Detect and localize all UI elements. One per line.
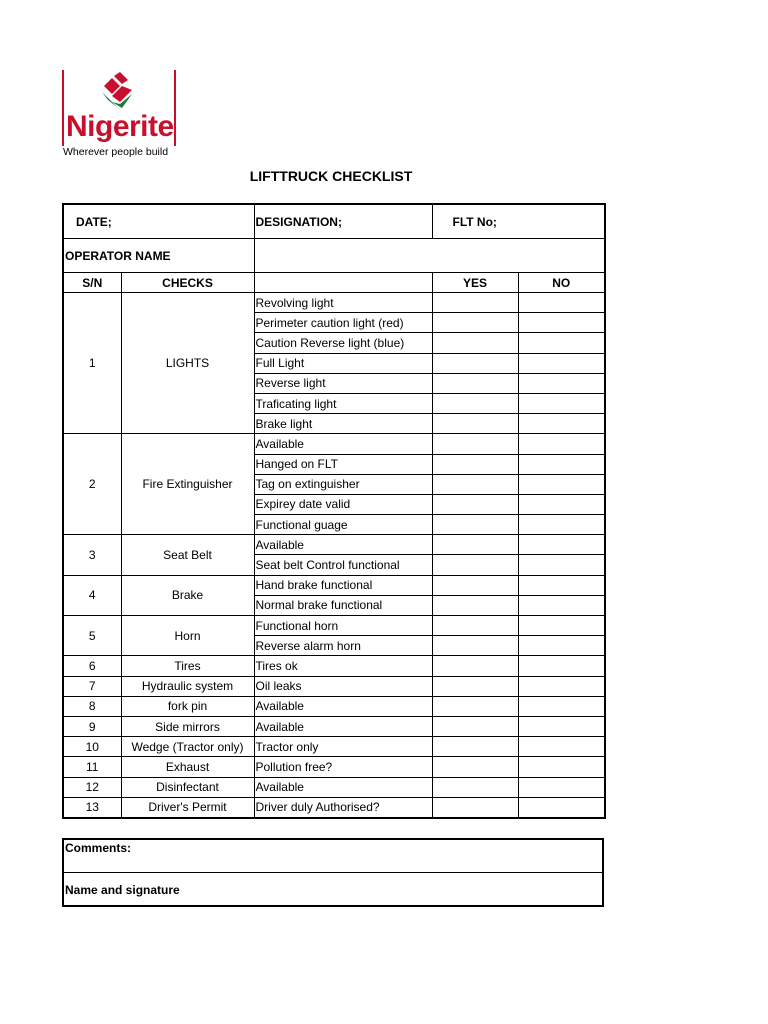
yes-cell[interactable] — [432, 616, 518, 636]
yes-cell[interactable] — [432, 373, 518, 393]
row-serial-number: 1 — [63, 293, 121, 434]
row-check-item: Hanged on FLT — [254, 454, 432, 474]
yes-cell[interactable] — [432, 575, 518, 595]
row-check-category: Brake — [121, 575, 254, 615]
row-check-item: Traficating light — [254, 393, 432, 413]
yes-cell[interactable] — [432, 414, 518, 434]
yes-cell[interactable] — [432, 494, 518, 514]
row-check-item: Perimeter caution light (red) — [254, 313, 432, 333]
yes-cell[interactable] — [432, 757, 518, 777]
logo-mark-icon — [98, 72, 138, 112]
yes-cell[interactable] — [432, 434, 518, 454]
checklist-row — [63, 616, 605, 636]
yes-cell[interactable] — [432, 515, 518, 535]
row-check-item: Driver duly Authorised? — [254, 797, 432, 818]
row-serial-number: 7 — [63, 676, 121, 696]
column-header-sn: S/N — [63, 273, 121, 293]
no-cell[interactable] — [518, 737, 605, 757]
row-check-category: Hydraulic system — [121, 676, 254, 696]
designation-field[interactable]: DESIGNATION; — [254, 204, 432, 239]
row-check-item: Expirey date valid — [254, 494, 432, 514]
row-serial-number: 9 — [63, 716, 121, 736]
row-serial-number: 8 — [63, 696, 121, 716]
row-check-item: Reverse light — [254, 373, 432, 393]
no-cell[interactable] — [518, 393, 605, 413]
checklist-row — [63, 777, 605, 797]
no-cell[interactable] — [518, 434, 605, 454]
logo-right-rule — [174, 70, 176, 146]
row-check-item: Caution Reverse light (blue) — [254, 333, 432, 353]
row-check-item: Hand brake functional — [254, 575, 432, 595]
row-check-category: Exhaust — [121, 757, 254, 777]
checklist-row — [63, 676, 605, 696]
row-check-item: Full Light — [254, 353, 432, 373]
document-title: LIFTTRUCK CHECKLIST — [249, 168, 413, 184]
no-cell[interactable] — [518, 515, 605, 535]
row-serial-number: 5 — [63, 616, 121, 656]
yes-cell[interactable] — [432, 535, 518, 555]
no-cell[interactable] — [518, 414, 605, 434]
column-header-item — [254, 273, 432, 293]
checklist-row — [63, 535, 605, 555]
row-check-item: Tractor only — [254, 737, 432, 757]
row-serial-number: 4 — [63, 575, 121, 615]
row-check-item: Normal brake functional — [254, 595, 432, 615]
no-cell[interactable] — [518, 757, 605, 777]
yes-cell[interactable] — [432, 595, 518, 615]
comments-table — [62, 838, 604, 907]
checklist-table — [62, 203, 606, 819]
no-cell[interactable] — [518, 696, 605, 716]
row-check-category: LIGHTS — [121, 293, 254, 434]
row-check-item: Available — [254, 535, 432, 555]
row-serial-number: 10 — [63, 737, 121, 757]
no-cell[interactable] — [518, 797, 605, 818]
yes-cell[interactable] — [432, 293, 518, 313]
no-cell[interactable] — [518, 535, 605, 555]
name-signature-field[interactable]: Name and signature — [63, 873, 603, 907]
yes-cell[interactable] — [432, 555, 518, 575]
row-check-item: Tag on extinguisher — [254, 474, 432, 494]
yes-cell[interactable] — [432, 797, 518, 818]
column-header-checks: CHECKS — [121, 273, 254, 293]
no-cell[interactable] — [518, 676, 605, 696]
no-cell[interactable] — [518, 636, 605, 656]
row-check-item: Reverse alarm horn — [254, 636, 432, 656]
row-check-category: Driver's Permit — [121, 797, 254, 818]
company-logo — [62, 70, 180, 158]
row-check-category: Wedge (Tractor only) — [121, 737, 254, 757]
no-cell[interactable] — [518, 373, 605, 393]
yes-cell[interactable] — [432, 333, 518, 353]
row-check-category: Disinfectant — [121, 777, 254, 797]
checklist-row — [63, 757, 605, 777]
row-serial-number: 3 — [63, 535, 121, 575]
column-header-yes: YES — [432, 273, 518, 293]
no-cell[interactable] — [518, 716, 605, 736]
yes-cell[interactable] — [432, 696, 518, 716]
no-cell[interactable] — [518, 454, 605, 474]
comments-field[interactable]: Comments: — [63, 839, 603, 873]
no-cell[interactable] — [518, 494, 605, 514]
checklist-row — [63, 737, 605, 757]
yes-cell[interactable] — [432, 393, 518, 413]
checklist-row — [63, 656, 605, 676]
checklist-row — [63, 797, 605, 818]
checklist-row — [63, 434, 605, 454]
yes-cell[interactable] — [432, 353, 518, 373]
row-check-item: Pollution free? — [254, 757, 432, 777]
date-field[interactable]: DATE; — [63, 204, 254, 239]
row-check-item: Oil leaks — [254, 676, 432, 696]
no-cell[interactable] — [518, 616, 605, 636]
row-serial-number: 6 — [63, 656, 121, 676]
yes-cell[interactable] — [432, 676, 518, 696]
no-cell[interactable] — [518, 555, 605, 575]
row-serial-number: 2 — [63, 434, 121, 535]
row-check-item: Functional guage — [254, 515, 432, 535]
row-check-category: Fire Extinguisher — [121, 434, 254, 535]
no-cell[interactable] — [518, 474, 605, 494]
yes-cell[interactable] — [432, 737, 518, 757]
no-cell[interactable] — [518, 333, 605, 353]
checklist-row — [63, 293, 605, 313]
row-serial-number: 12 — [63, 777, 121, 797]
row-serial-number: 13 — [63, 797, 121, 818]
no-cell[interactable] — [518, 575, 605, 595]
row-check-category: Seat Belt — [121, 535, 254, 575]
no-cell[interactable] — [518, 293, 605, 313]
no-cell[interactable] — [518, 353, 605, 373]
row-check-item: Available — [254, 696, 432, 716]
operator-name-field[interactable] — [254, 239, 605, 273]
row-check-item: Available — [254, 434, 432, 454]
checklist-row — [63, 575, 605, 595]
checklist-row — [63, 716, 605, 736]
no-cell[interactable] — [518, 656, 605, 676]
row-check-item: Seat belt Control functional — [254, 555, 432, 575]
no-cell[interactable] — [518, 313, 605, 333]
row-check-category: Horn — [121, 616, 254, 656]
yes-cell[interactable] — [432, 454, 518, 474]
row-check-item: Brake light — [254, 414, 432, 434]
column-header-no: NO — [518, 273, 605, 293]
row-check-category: Tires — [121, 656, 254, 676]
logo-brand-text: Nigerite — [66, 110, 174, 143]
no-cell[interactable] — [518, 777, 605, 797]
checklist-row — [63, 696, 605, 716]
yes-cell[interactable] — [432, 716, 518, 736]
row-check-item: Available — [254, 777, 432, 797]
yes-cell[interactable] — [432, 474, 518, 494]
yes-cell[interactable] — [432, 313, 518, 333]
operator-name-label: OPERATOR NAME — [63, 239, 254, 273]
row-serial-number: 11 — [63, 757, 121, 777]
row-check-item: Tires ok — [254, 656, 432, 676]
yes-cell[interactable] — [432, 656, 518, 676]
row-check-category: fork pin — [121, 696, 254, 716]
row-check-item: Functional horn — [254, 616, 432, 636]
no-cell[interactable] — [518, 595, 605, 615]
logo-tagline: Wherever people build — [63, 146, 169, 158]
flt-number-field[interactable]: FLT No; — [432, 204, 605, 239]
yes-cell[interactable] — [432, 636, 518, 656]
yes-cell[interactable] — [432, 777, 518, 797]
row-check-category: Side mirrors — [121, 716, 254, 736]
row-check-item: Available — [254, 716, 432, 736]
row-check-item: Revolving light — [254, 293, 432, 313]
logo-left-rule — [62, 70, 64, 146]
